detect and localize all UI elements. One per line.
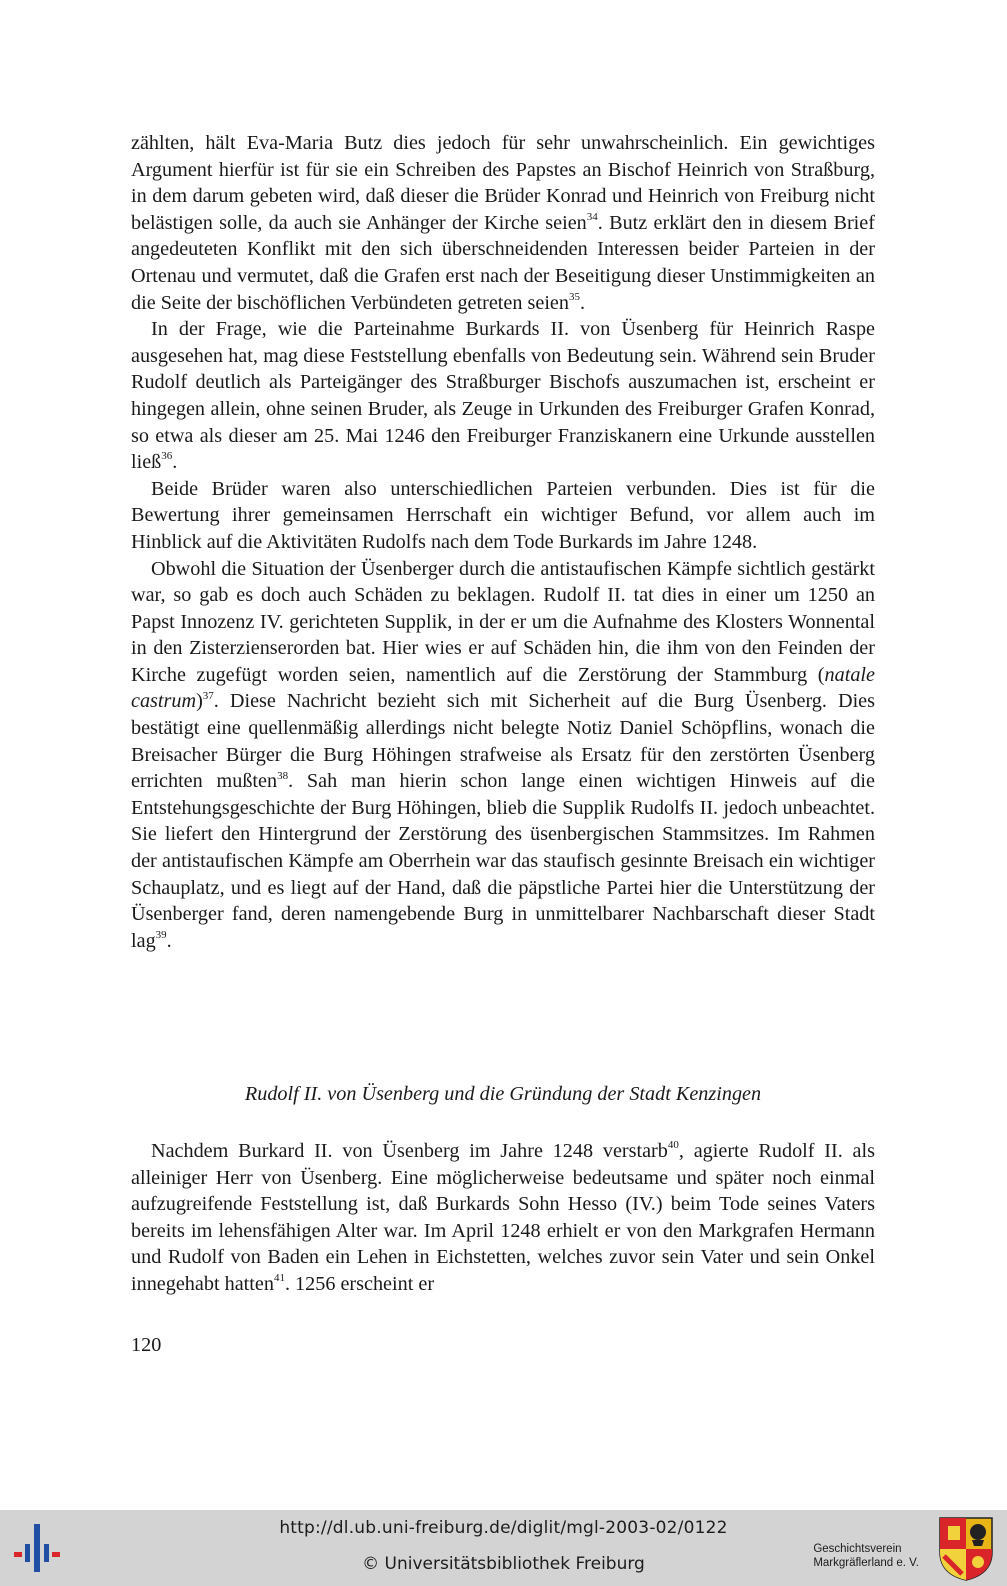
coat-of-arms-icon bbox=[938, 1516, 994, 1582]
text-run: In der Frage, wie die Parteinahme Burkards II. von Üsenberg für Heinrich Raspe ausgesehen hat, mag diese Feststellung ebenfalls von Bedeutung sein. Während sein Bruder Rudolf deutlich als Parteigänger des Straßburger Bischofs auszumachen ist, erscheint er hingegen allein, ohne seinen Bruder, als Zeuge in Urkunden des Freiburger Grafen Konrad, so etwa als dieser am 25. Mai 1246 den Freiburger Franziskanern eine Urkunde ausstellen ließ bbox=[131, 318, 875, 474]
society-name bbox=[813, 1542, 919, 1570]
paragraph bbox=[131, 476, 875, 556]
text-run: Beide Brüder waren also unterschiedlichen Parteien verbunden. Dies ist für die Bewertung ihrer gemeinsamen Herrschaft ein wichtiger Befund, vor allem auch im Hinblick auf die Aktivitäten Rudolfs nach dem Tode Burkards im Jahre 1248. bbox=[131, 477, 875, 553]
paragraph bbox=[131, 316, 875, 476]
footnote-ref: 34 bbox=[586, 211, 598, 224]
text-run: . bbox=[172, 451, 178, 474]
section-heading: Rudolf II. von Üsenberg und die Gründung der Stadt Kenzingen bbox=[244, 1083, 762, 1105]
footnote-ref: 37 bbox=[202, 689, 214, 702]
permalink-url[interactable]: http://dl.ub.uni-freiburg.de/diglit/mgl-2003-02/0122 bbox=[279, 1518, 728, 1538]
text-run: . bbox=[579, 291, 586, 314]
society-line-1: Geschichtsverein bbox=[813, 1543, 902, 1555]
text-run: . Sah man hierin schon lange einen wichtigen Hinweis auf die Entstehungsgeschichte der Burg Höhingen, blieb die Supplik Rudolfs II. jedoch unbeachtet. Sie liefert den Hintergrund der Zerstörung des üsenbergischen Stammsitzes. Im Rahmen der antistaufischen Kämpfe am Oberrhein war das staufisch gesinnte Breisach ein wichtiger Schauplatz, und es liegt auf der Hand, daß die päpstliche Partei hier die Unterstützung der Üsenberger fand, deren namengebende Burg in unmittelbarer Nachbarschaft dieser Stadt lag bbox=[131, 770, 875, 952]
footnote-ref: 41 bbox=[273, 1272, 285, 1285]
footnote-ref: 36 bbox=[161, 450, 173, 463]
main-text-block bbox=[131, 130, 875, 954]
text-run: . bbox=[166, 929, 172, 952]
section-text-block bbox=[131, 1138, 875, 1298]
paragraph bbox=[131, 130, 875, 316]
footnote-ref: 40 bbox=[667, 1139, 679, 1152]
footnote-ref: 38 bbox=[277, 769, 289, 782]
viewer-footer bbox=[0, 1510, 1007, 1586]
footnote-ref: 39 bbox=[155, 929, 167, 942]
society-line-2: Markgräflerland e. V. bbox=[813, 1557, 919, 1569]
text-run: . Diese Nachricht bezieht sich mit Sicherheit auf die Burg Üsenberg. Dies bestätigt eine quellenmäßig allerdings nicht belegte Notiz Daniel Schöpflins, wonach die Breisacher Bürger die Burg Höhingen strafweise als Ersatz für den zerstörten Üsenberg errichten mußten bbox=[131, 690, 875, 793]
text-run: , agierte Rudolf II. als alleiniger Herr von Üsenberg. Eine möglicherweise bedeutsame und später noch einmal aufzugreifende Feststellung ist, daß Burkards Sohn Hesso (IV.) beim Tode seines Vaters bereits im lehensfähigen Alter war. Im April 1248 erhielt er von den Markgrafen Hermann und Rudolf von Baden ein Lehen in Eichstetten, welches zuvor sein Vater und sein Onkel innegehabt hatten bbox=[131, 1140, 875, 1295]
footnote-ref: 35 bbox=[568, 290, 580, 303]
text-run: zählten, hält Eva-Maria Butz dies jedoch für sehr unwahrscheinlich. Ein gewichtiges Argument hierfür ist für sie ein Schreiben des Papstes an Bischof Heinrich von Straßburg, in dem darum gebeten wird, daß dieser die Brüder Konrad und Heinrich von Freiburg nicht belästigen solle, da auch sie Anhänger der Kirche seien bbox=[131, 132, 875, 234]
paragraph bbox=[131, 1138, 875, 1298]
text-run: . Butz erklärt den in diesem Brief angedeuteten Konflikt mit den sich überschneidenden Interessen beider Parteien in der Ortenau und vermutet, daß die Grafen erst nach der Beseitigung dieser Unstimmigkeiten an die Seite der bischöflichen Verbündeten getreten seien bbox=[131, 211, 875, 314]
text-run: Nachdem Burkard II. von Üsenberg im Jahre 1248 verstarb bbox=[151, 1140, 668, 1162]
paragraph bbox=[131, 556, 875, 955]
text-run: . 1256 erscheint er bbox=[284, 1272, 435, 1295]
copyright-text: © Universitätsbibliothek Freiburg bbox=[362, 1554, 645, 1574]
text-run: Obwohl die Situation der Üsenberger durch die antistaufischen Kämpfe sichtlich gestärkt war, so gab es doch auch Schäden zu beklagen. Rudolf II. tat dies in einer um 1250 an Papst Innozenz IV. gerichteten Supplik, in der er um die Aufnahme des Klosters Wonnental in den Zisterzienserorden bat. Hier wies er auf Schäden hin, die ihm von den Feinden der Kirche zugefügt worden seien, namentlich auf die Zerstörung der Stammburg ( bbox=[131, 557, 875, 686]
italic-phrase: natale castrum bbox=[131, 663, 875, 713]
text-run: ) bbox=[196, 690, 203, 713]
page-number: 120 bbox=[131, 1334, 162, 1356]
